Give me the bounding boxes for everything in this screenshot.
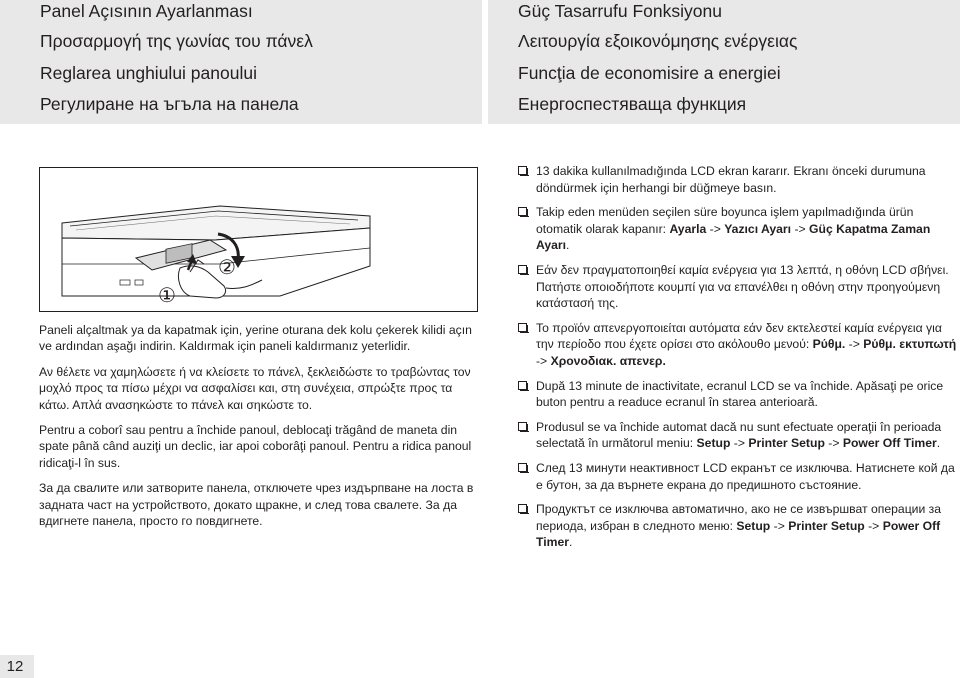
paragraph-bulgarian: За да свалите или затворите панела, отключете чрез издърпване на лоста в задната част на устройството, докато щракне, и след това свалете. За да вдигнете панела, просто го повдигнете. [39,481,474,529]
checkbox-bullet-icon [518,207,527,216]
step-2-label: ② [218,255,236,279]
checkbox-bullet-icon [518,381,527,390]
title-turkish: Güç Tasarrufu Fonksiyonu [518,1,722,21]
checkbox-bullet-icon [518,265,527,274]
header-right [488,0,960,124]
title-turkish: Panel Açısının Ayarlanması [40,1,253,21]
paragraph-turkish: Paneli alçaltmak ya da kapatmak için, yerine oturana dek kolu çekerek kilidi açın ve ardından aşağı indirin. Kaldırmak için paneli kaldırmanız yeterlidir. [39,323,472,354]
title-greek: Προσαρμογή της γωνίας του πάνελ [40,31,313,51]
list-item: Продуктът се изключва автоматично, ако не се извършват операции за периода, избран в следното меню: Setup -> Printer Setup -> Power Off Timer. [517,501,957,551]
title-romanian: Funcţia de economisire a energiei [518,63,781,83]
list-item: După 13 minute de inactivitate, ecranul LCD se va închide. Apăsaţi pe orice buton pentru a readuce ecranul în starea anterioară. [517,378,957,411]
checkbox-bullet-icon [518,422,527,431]
left-text-block [39,322,479,538]
checkbox-bullet-icon [518,463,527,472]
title-bulgarian: Енергоспестяваща функция [518,94,747,114]
step-1-label: ① [158,283,176,307]
paragraph-greek: Αν θέλετε να χαμηλώσετε ή να κλείσετε το πάνελ, ξεκλειδώστε το τραβώντας τον μοχλό προς τα πίσω μέχρι να ασφαλίσει και, στη συνέχεια, σπρώξτε προς τα κάτω. Απλά ανασηκώστε το πάνελ και σηκώστε το. [39,364,471,412]
paragraph-romanian: Pentru a coborî sau pentru a închide panoul, deblocaţi trăgând de maneta din spate până când auziţi un declic, iar apoi coborâţi panoul. Pentru a ridica panoul ridicaţi-l în sus. [39,423,472,470]
right-bullet-list [517,163,957,559]
title-romanian: Reglarea unghiului panoului [40,63,257,83]
list-item: Takip eden menüden seçilen süre boyunca işlem yapılmadığında ürün otomatik olarak kapanır: Ayarla -> Yazıcı Ayarı -> Güç Kapatma Zaman Ayarı. [517,204,957,254]
title-greek: Λειτουργία εξοικονόμησης ενέργειας [518,31,798,51]
title-bulgarian: Регулиране на ъгъла на панела [40,94,299,114]
list-item: Το προϊόν απενεργοποιείται αυτόματα εάν δεν εκτελεστεί καμία ενέργεια για την περίοδο που έχετε ορίσει στο ακόλουθο μενού: Ρύθμ. -> Ρύθμ. εκτυπωτή -> Χρονοδιακ. απενερ. [517,320,957,370]
printer-illustration [40,168,477,311]
printer-panel-illustration [39,167,478,312]
checkbox-bullet-icon [518,166,527,175]
page-number: 12 [6,658,24,675]
checkbox-bullet-icon [518,504,527,513]
list-item: 13 dakika kullanılmadığında LCD ekran kararır. Ekranı önceki durumuna döndürmek için herhangi bir düğmeye basın. [517,163,957,196]
list-item: След 13 минути неактивност LCD екранът се изключва. Натиснете кой да е бутон, за да върнете екрана до предишното състояние. [517,460,957,493]
list-item: Εάν δεν πραγματοποιηθεί καμία ενέργεια για 13 λεπτά, η οθόνη LCD σβήνει. Πατήστε οποιοδήποτε κουμπί για να επανέλθει η οθόνη στην προηγούμενη κατάστασή της. [517,262,957,312]
checkbox-bullet-icon [518,323,527,332]
list-item: Produsul se va închide automat dacă nu sunt efectuate operaţii în perioada selectată în următorul meniu: Setup -> Printer Setup -> Power Off Timer. [517,419,957,452]
header-left [0,0,482,124]
